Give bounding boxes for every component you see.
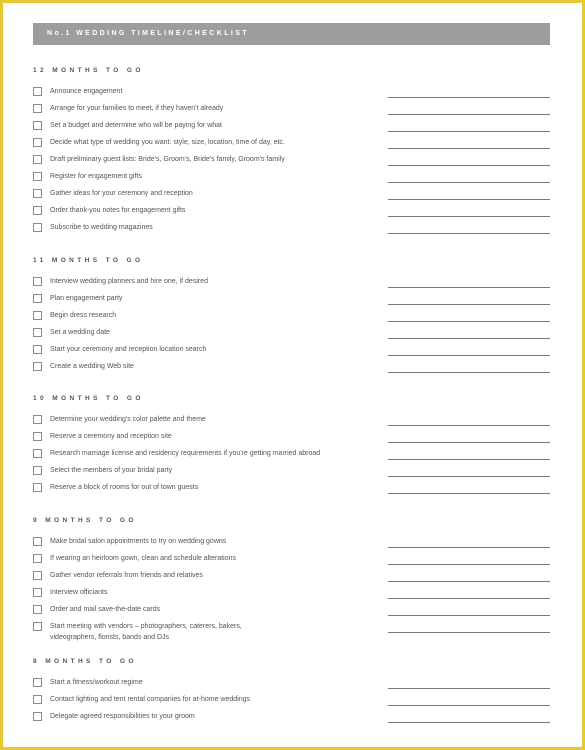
list-item <box>33 569 550 586</box>
checkbox[interactable] <box>33 172 42 181</box>
item-label: Order thank-you notes for engagement gifts <box>50 207 186 214</box>
checkbox[interactable] <box>33 605 42 614</box>
item-label: Reserve a ceremony and reception site <box>50 433 172 440</box>
checkbox[interactable] <box>33 104 42 113</box>
item-label: Register for engagement gifts <box>50 173 142 180</box>
notes-line[interactable] <box>388 287 550 288</box>
checklist-items <box>33 85 550 238</box>
notes-line[interactable] <box>388 199 550 200</box>
list-item <box>33 693 550 710</box>
list-item <box>33 204 550 221</box>
notes-line[interactable] <box>388 632 550 633</box>
list-item <box>33 292 550 309</box>
section-4 <box>33 657 550 727</box>
notes-line[interactable] <box>388 425 550 426</box>
list-item <box>33 535 550 552</box>
list-item <box>33 676 550 693</box>
checkbox[interactable] <box>33 554 42 563</box>
list-item <box>33 85 550 102</box>
notes-line[interactable] <box>388 476 550 477</box>
list-item <box>33 102 550 119</box>
notes-line[interactable] <box>388 705 550 706</box>
checkbox[interactable] <box>33 345 42 354</box>
notes-line[interactable] <box>388 338 550 339</box>
checkbox[interactable] <box>33 483 42 492</box>
checklist-items <box>33 535 550 648</box>
item-label: Start a fitness/workout regime <box>50 679 143 686</box>
item-label: Set a wedding date <box>50 329 110 336</box>
notes-line[interactable] <box>388 598 550 599</box>
list-item <box>33 710 550 727</box>
checkbox[interactable] <box>33 449 42 458</box>
notes-line[interactable] <box>388 114 550 115</box>
checkbox[interactable] <box>33 121 42 130</box>
notes-line[interactable] <box>388 547 550 548</box>
checkbox[interactable] <box>33 415 42 424</box>
list-item <box>33 481 550 498</box>
item-label: Start your ceremony and reception location search <box>50 346 207 353</box>
section-1 <box>33 256 550 377</box>
checklist-items <box>33 413 550 498</box>
item-label: If wearing an heirloom gown, clean and schedule alterations <box>50 555 237 562</box>
checkbox[interactable] <box>33 294 42 303</box>
checkbox[interactable] <box>33 466 42 475</box>
checkbox[interactable] <box>33 622 42 631</box>
list-item <box>33 430 550 447</box>
checklist-items <box>33 676 550 727</box>
section-3 <box>33 516 550 648</box>
section-title: 11 MONTHS TO GO <box>33 257 144 264</box>
notes-line[interactable] <box>388 688 550 689</box>
item-label: Determine your wedding's color palette and theme <box>50 416 206 423</box>
checkbox[interactable] <box>33 712 42 721</box>
checkbox[interactable] <box>33 206 42 215</box>
section-0 <box>33 66 550 238</box>
item-label: Draft preliminary guest lists: Bride's, Groom's, Bride's family, Groom's family <box>50 156 285 163</box>
item-label: Gather ideas for your ceremony and reception <box>50 190 193 197</box>
item-label: Delegate agreed responsibilities to your groom <box>50 713 195 720</box>
section-title: 8 MONTHS TO GO <box>33 658 137 665</box>
list-item <box>33 343 550 360</box>
notes-line[interactable] <box>388 97 550 98</box>
notes-line[interactable] <box>388 216 550 217</box>
item-label: Decide what type of wedding you want: style, size, location, time of day, etc. <box>50 139 285 146</box>
item-label: Interview wedding planners and hire one, if desired <box>50 278 208 285</box>
list-item <box>33 413 550 430</box>
checkbox[interactable] <box>33 223 42 232</box>
notes-line[interactable] <box>388 722 550 723</box>
item-label: Interview officiants <box>50 589 108 596</box>
checkbox[interactable] <box>33 328 42 337</box>
notes-line[interactable] <box>388 165 550 166</box>
notes-line[interactable] <box>388 564 550 565</box>
list-item <box>33 464 550 481</box>
item-label: Subscribe to wedding magazines <box>50 224 153 231</box>
checkbox[interactable] <box>33 432 42 441</box>
checkbox[interactable] <box>33 588 42 597</box>
checklist-page <box>3 3 582 747</box>
section-title: 9 MONTHS TO GO <box>33 517 137 524</box>
item-label: Arrange for your families to meet, if they haven't already <box>50 105 224 112</box>
notes-line[interactable] <box>388 493 550 494</box>
section-title: 10 MONTHS TO GO <box>33 395 144 402</box>
checkbox[interactable] <box>33 537 42 546</box>
checkbox[interactable] <box>33 362 42 371</box>
list-item <box>33 326 550 343</box>
notes-line[interactable] <box>388 148 550 149</box>
list-item <box>33 447 550 464</box>
checkbox[interactable] <box>33 189 42 198</box>
item-label: Order and mail save-the-date cards <box>50 606 161 613</box>
item-label: Contact lighting and tent rental companies for at-home weddings <box>50 696 251 703</box>
notes-line[interactable] <box>388 442 550 443</box>
list-item <box>33 620 550 648</box>
notes-line[interactable] <box>388 233 550 234</box>
notes-line[interactable] <box>388 321 550 322</box>
notes-line[interactable] <box>388 355 550 356</box>
list-item <box>33 187 550 204</box>
item-label: Announce engagement <box>50 88 123 95</box>
notes-line[interactable] <box>388 615 550 616</box>
notes-line[interactable] <box>388 581 550 582</box>
list-item <box>33 170 550 187</box>
item-label: Plan engagement party <box>50 295 123 302</box>
item-label: Select the members of your bridal party <box>50 467 173 474</box>
notes-line[interactable] <box>388 182 550 183</box>
list-item <box>33 136 550 153</box>
notes-line[interactable] <box>388 459 550 460</box>
list-item <box>33 275 550 292</box>
list-item <box>33 603 550 620</box>
page-title: No.1 WEDDING TIMELINE/CHECKLIST <box>33 23 550 45</box>
item-label: Make bridal salon appointments to try on wedding gowns <box>50 538 227 545</box>
checkbox[interactable] <box>33 155 42 164</box>
list-item <box>33 552 550 569</box>
section-2 <box>33 394 550 498</box>
list-item <box>33 119 550 136</box>
list-item <box>33 309 550 326</box>
item-label: Reserve a block of rooms for out of town guests <box>50 484 199 491</box>
item-label: Create a wedding Web site <box>50 363 134 370</box>
notes-line[interactable] <box>388 304 550 305</box>
checkbox[interactable] <box>33 311 42 320</box>
list-item <box>33 360 550 377</box>
item-label: Begin dress research <box>50 312 117 319</box>
notes-line[interactable] <box>388 372 550 373</box>
item-label: Start meeting with vendors – photographers, caterers, bakers, videographers, florists, bands and DJs <box>50 623 242 641</box>
checkbox[interactable] <box>33 695 42 704</box>
checkbox[interactable] <box>33 87 42 96</box>
item-label: Set a budget and determine who will be paying for what <box>50 122 222 129</box>
checkbox[interactable] <box>33 571 42 580</box>
notes-line[interactable] <box>388 131 550 132</box>
list-item <box>33 221 550 238</box>
list-item <box>33 153 550 170</box>
checkbox[interactable] <box>33 277 42 286</box>
item-label: Gather vendor referrals from friends and relatives <box>50 572 203 579</box>
checkbox[interactable] <box>33 138 42 147</box>
checkbox[interactable] <box>33 678 42 687</box>
checklist-items <box>33 275 550 377</box>
list-item <box>33 586 550 603</box>
item-label: Research marriage license and residency requirements if you're getting married abroad <box>50 450 321 457</box>
section-title: 12 MONTHS TO GO <box>33 67 144 74</box>
